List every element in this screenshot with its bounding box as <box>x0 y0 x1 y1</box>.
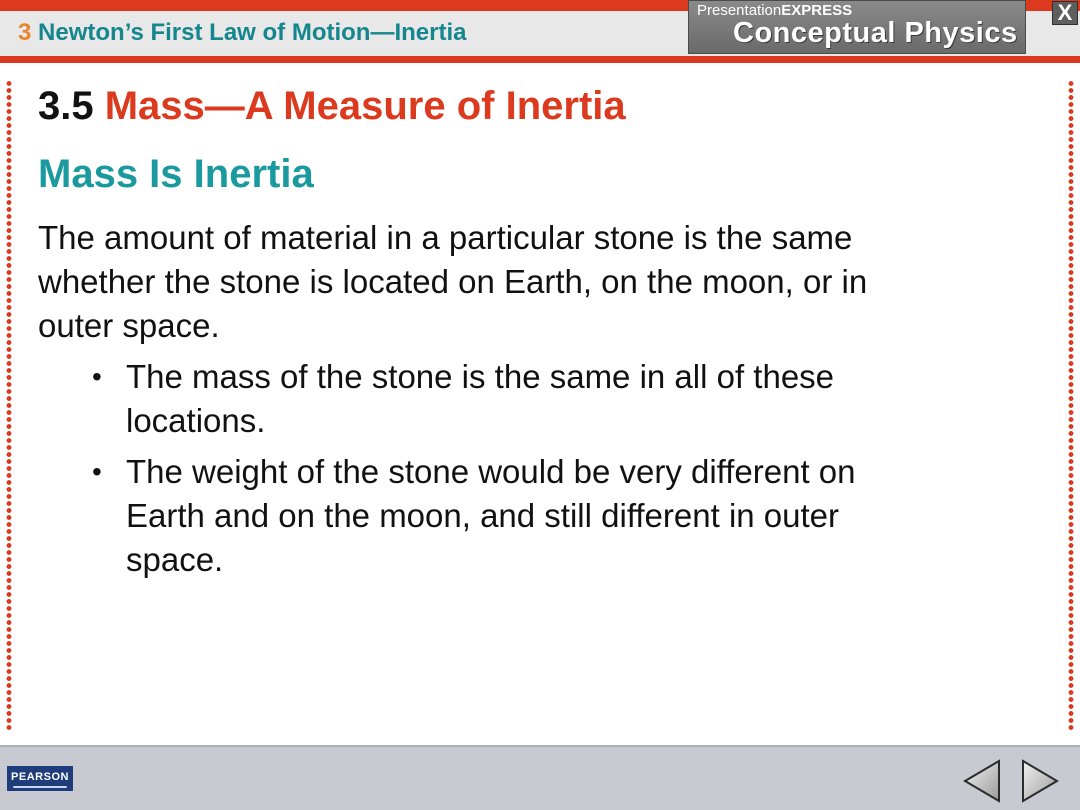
body-paragraph: The amount of material in a particular stone is the same whether the stone is located on Earth, on the moon, or in outer space. <box>38 219 868 344</box>
chapter-number: 3 <box>18 19 32 46</box>
slide-title <box>38 84 626 129</box>
brand-tagline-bold: EXPRESS <box>781 2 853 19</box>
next-slide-button[interactable] <box>1020 759 1060 803</box>
brand-tagline-light: Presentation <box>697 2 782 19</box>
left-dotted-border <box>6 80 12 730</box>
bullet-text: The weight of the stone would be very different on Earth and on the moon, and still different in outer space. <box>126 453 856 578</box>
pearson-logo <box>7 766 73 791</box>
brand-title: Conceptual Physics <box>733 17 1018 49</box>
header-bottom-stripe <box>0 56 1080 63</box>
logo-swoosh <box>13 786 67 788</box>
footer-bar <box>0 745 1080 810</box>
right-dotted-border <box>1068 80 1074 730</box>
triangle-left-icon <box>962 759 1002 803</box>
bullet-item <box>92 450 892 582</box>
bullet-icon: • <box>92 361 102 392</box>
bullet-item <box>92 355 892 443</box>
triangle-right-icon <box>1020 759 1060 803</box>
close-button[interactable]: X <box>1052 1 1078 25</box>
bullet-text: The mass of the stone is the same in all of these locations. <box>126 358 835 439</box>
chapter-heading <box>18 19 466 47</box>
chapter-title: Newton’s First Law of Motion—Inertia <box>31 19 467 46</box>
slide-subtitle: Mass Is Inertia <box>38 152 314 196</box>
section-number: 3.5 <box>38 84 105 128</box>
previous-slide-button[interactable] <box>962 759 1002 803</box>
bullet-icon: • <box>92 456 102 487</box>
pearson-logo-text: PEARSON <box>11 771 69 783</box>
header-bar <box>0 0 1080 62</box>
bullet-list <box>92 355 892 589</box>
section-title: Mass—A Measure of Inertia <box>104 84 626 128</box>
brand-logo <box>688 0 1026 54</box>
